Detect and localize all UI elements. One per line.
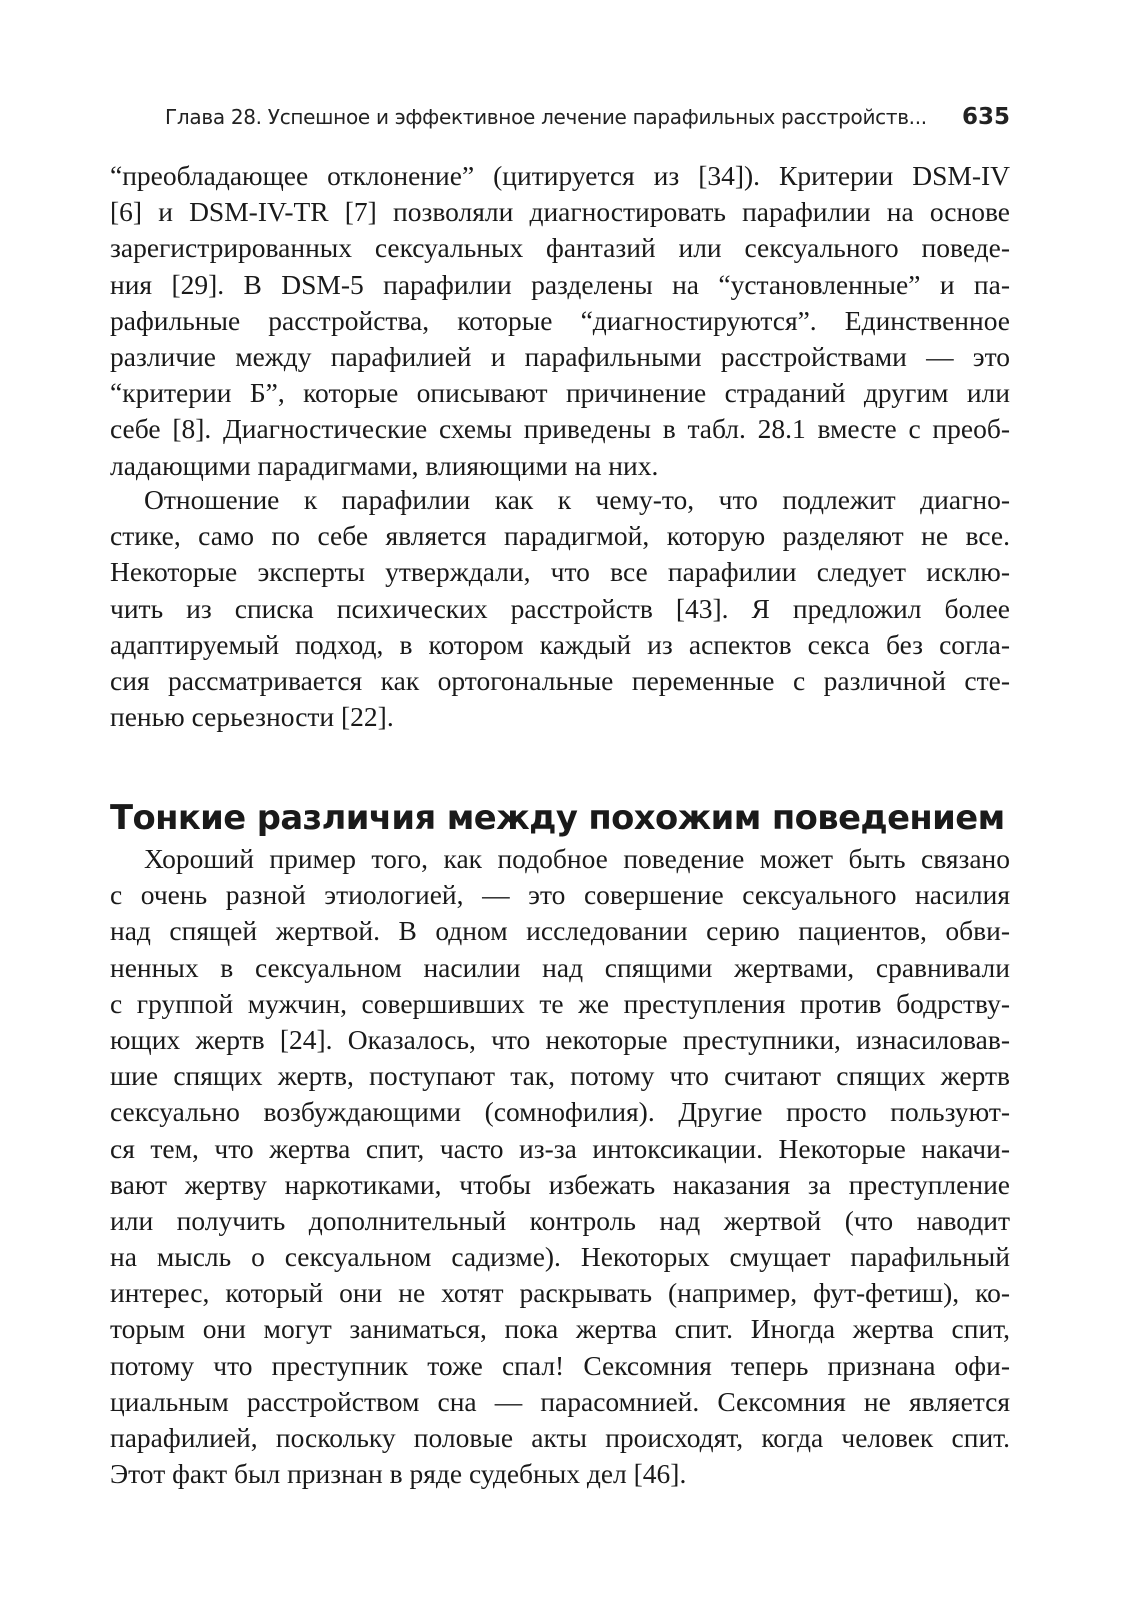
text-line: пенью серьезности [22].: [110, 701, 394, 733]
text-line: рафильные расстройства, которые “диагностируются”. Единственное: [110, 304, 1010, 336]
paragraph-2: [110, 482, 1010, 735]
text-line: “критерии Б”, которые описывают причинение страданий другим или: [110, 377, 1010, 409]
text-line: циальным расстройством сна — парасомнией. Сексомния не является: [110, 1385, 1010, 1417]
page-number: 635: [961, 104, 1010, 130]
text-line: с группой мужчин, совершивших те же преступления против бодрству-: [110, 987, 1010, 1019]
text-line: “преобладающее отклонение” (цитируется из [34]). Критерии DSM-IV: [110, 160, 1010, 191]
text-line: адаптируемый подход, в котором каждый из аспектов секса без согла-: [110, 628, 1010, 660]
text-line: Этот факт был признан в ряде судебных дел [46].: [110, 1458, 687, 1490]
text-line: стике, само по себе является парадигмой, которую разделяют не все.: [110, 520, 1010, 552]
text-line: интерес, который они не хотят раскрывать (например, фут-фетиш), ко-: [110, 1277, 1010, 1309]
section-heading: Тонкие различия между похожим поведением: [110, 798, 1005, 838]
text-line: или получить дополнительный контроль над жертвой (что наводит: [110, 1204, 1010, 1236]
running-header: [165, 100, 1010, 134]
paragraph-1: [110, 158, 1010, 484]
text-line: ния [29]. В DSM-5 парафилии разделены на “установленные” и па-: [110, 268, 1010, 300]
text-line: над спящей жертвой. В одном исследовании серию пациентов, обви-: [110, 915, 1010, 947]
text-line: себе [8]. Диагностические схемы приведены в табл. 28.1 вместе с преоб-: [110, 413, 1010, 445]
text-line: Некоторые эксперты утверждали, что все парафилии следует исклю-: [110, 556, 1010, 588]
text-line: шие спящих жертв, поступают так, потому что считают спящих жертв: [110, 1060, 1010, 1092]
text-line: ладающими парадигмами, влияющими на них.: [110, 449, 659, 481]
paragraph-3: [110, 841, 1010, 1492]
text-line: ненных в сексуальном насилии над спящими жертвами, сравнивали: [110, 951, 1010, 983]
text-line: с очень разной этиологией, — это совершение сексуального насилия: [110, 879, 1010, 911]
text-line: Хороший пример того, как подобное поведение может быть связано: [144, 843, 1010, 874]
text-line: на мысль о сексуальном садизме). Некоторых смущает парафильный: [110, 1241, 1010, 1273]
text-line: различие между парафилией и парафильными расстройствами — это: [110, 340, 1010, 372]
text-line: зарегистрированных сексуальных фантазий или сексуального поведе-: [110, 232, 1010, 264]
text-line: торым они могут заниматься, пока жертва спит. Иногда жертва спит,: [110, 1313, 1010, 1345]
text-line: чить из списка психических расстройств [43]. Я предложил более: [110, 592, 1010, 624]
text-line: [6] и DSM-IV-TR [7] позволяли диагностировать парафилии на основе: [110, 196, 1010, 228]
text-line: ся тем, что жертва спит, часто из-за интоксикации. Некоторые накачи-: [110, 1132, 1010, 1164]
text-line: Отношение к парафилии как к чему-то, что подлежит диагно-: [144, 484, 1010, 515]
text-line: парафилией, поскольку половые акты происходят, когда человек спит.: [110, 1422, 1010, 1453]
text-line: вают жертву наркотиками, чтобы избежать наказания за преступление: [110, 1168, 1010, 1200]
text-line: ющих жертв [24]. Оказалось, что некоторые преступники, изнасиловав-: [110, 1023, 1010, 1055]
running-title: Глава 28. Успешное и эффективное лечение парафильных расстройств...: [165, 105, 927, 129]
text-line: потому что преступник тоже спал! Сексомния теперь признана офи-: [110, 1349, 1010, 1381]
text-line: сия рассматривается как ортогональные переменные с различной сте-: [110, 664, 1010, 696]
text-line: сексуально возбуждающими (сомнофилия). Другие просто пользуют-: [110, 1096, 1010, 1128]
